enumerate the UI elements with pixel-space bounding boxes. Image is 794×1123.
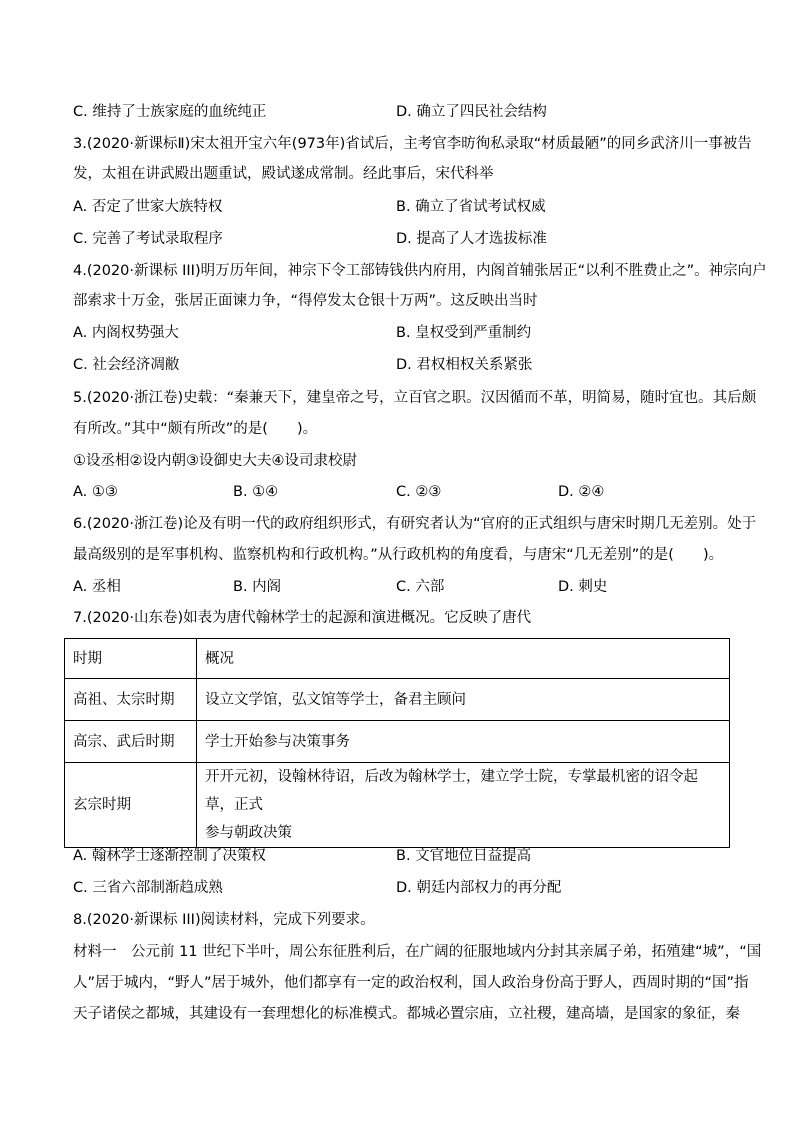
q4-stem-line2: 部索求十万金，张居正面谏力争，“得停发太仓银十万两”。这反映出当时: [73, 293, 538, 309]
q5-option-a: A. ①③: [73, 484, 118, 500]
q7-option-c: C. 三省六部制渐趋成熟: [73, 880, 223, 896]
table-row: [65, 763, 730, 848]
q5-stem-line2: 有所改。”其中“颇有所改”的是( )。: [73, 421, 318, 437]
q8-stem: 8.(2020·新课标 III)阅读材料，完成下列要求。: [73, 912, 375, 928]
q2-option-c: C. 维持了士族家庭的血统纯正: [73, 104, 267, 120]
q6-stem-line2: 最高级别的是军事机构、监察机构和行政机构。”从行政机构的角度看，与唐宋“几无差别”的是( )。: [73, 547, 724, 563]
q3-stem-line2: 发，太祖在讲武殿出题重试，殿试遂成常制。经此事后，宋代科举: [73, 166, 494, 182]
q6-option-c: C. 六部: [396, 579, 445, 595]
q4-option-a: A. 内阁权势强大: [73, 325, 179, 341]
q5-option-c: C. ②③: [396, 484, 442, 500]
table-row: [65, 679, 730, 721]
q8-material1-line2: 人”居于城内，“野人”居于城外，他们都享有一定的政治权利，国人政治身份高于野人，西周时期的“国”指: [73, 975, 749, 991]
q3-stem-line1: 3.(2020·新课标Ⅱ)宋太祖开宝六年(973年)省试后，主考官李昉徇私录取“材质最陋”的同乡武济川一事被告: [73, 136, 752, 152]
q5-stem-line1: 5.(2020·浙江卷)史载：“秦兼天下，建皇帝之号，立百官之职。汉因循而不革，明简易，随时宜也。其后颇: [73, 390, 757, 406]
q6-stem-line1: 6.(2020·浙江卷)论及有明一代的政府组织形式，有研究者认为“官府的正式组织与唐宋时期几无差别。处于: [73, 516, 757, 532]
q7-table: [64, 638, 730, 848]
q4-option-b: B. 皇权受到严重制约: [396, 325, 532, 341]
q5-option-d: D. ②④: [558, 484, 605, 500]
q5-items: ①设丞相②设内朝③设御史大夫④设司隶校尉: [73, 453, 357, 469]
q4-option-c: C. 社会经济凋敝: [73, 357, 180, 373]
q3-option-c: C. 完善了考试录取程序: [73, 231, 223, 247]
q2-option-d: D. 确立了四民社会结构: [396, 104, 547, 120]
q4-option-d: D. 君权相权关系紧张: [396, 357, 533, 373]
table-header-row: [65, 639, 730, 679]
q6-option-b: B. 内阁: [233, 579, 282, 595]
q4-stem-line1: 4.(2020·新课标 III)明万历年间，神宗下令工部铸钱供内府用，内阁首辅张居正“以利不胜费止之”。神宗向户: [73, 263, 767, 279]
table-cell-period: 高宗、武后时期: [65, 721, 197, 763]
table-cell-desc: 设立文学馆，弘文馆等学士，备君主顾问: [197, 679, 730, 721]
q7-stem: 7.(2020·山东卷)如表为唐代翰林学士的起源和演进概况。它反映了唐代: [73, 610, 532, 626]
q5-option-b: B. ①④: [233, 484, 279, 500]
table-cell-desc: [197, 763, 730, 848]
q7-option-d: D. 朝廷内部权力的再分配: [396, 880, 562, 896]
q3-option-b: B. 确立了省试考试权威: [396, 199, 546, 215]
q6-option-d: D. 刺史: [558, 579, 608, 595]
q7-option-b: B. 文官地位日益提高: [396, 848, 532, 864]
table-header-desc: 概况: [197, 639, 730, 679]
table-cell-period: 玄宗时期: [65, 763, 197, 848]
table-cell-desc-line1: 开开元初，设翰林待诏，后改为翰林学士，建立学士院，专掌最机密的诏令起草，正式: [205, 769, 698, 813]
q8-material1-line1: 材料一 公元前 11 世纪下半叶，周公东征胜利后，在广阔的征服地域内分封其亲属子弟，拓殖建“城”，“国: [73, 944, 762, 960]
q3-option-d: D. 提高了人才选拔标准: [396, 231, 547, 247]
table-row: [65, 721, 730, 763]
q6-option-a: A. 丞相: [73, 579, 121, 595]
table-cell-period: 高祖、太宗时期: [65, 679, 197, 721]
q8-material1-line3: 天子诸侯之都城，其建设有一套理想化的标准模式。都城必置宗庙，立社稷，建高墙，是国家的象征，秦: [73, 1006, 740, 1022]
table-cell-desc-line2: 参与朝政决策: [205, 825, 292, 841]
q3-option-a: A. 否定了世家大族特权: [73, 199, 223, 215]
q7-option-a: A. 翰林学士逐渐控制了决策权: [73, 848, 266, 864]
table-header-period: 时期: [65, 639, 197, 679]
table-cell-desc: 学士开始参与决策事务: [197, 721, 730, 763]
